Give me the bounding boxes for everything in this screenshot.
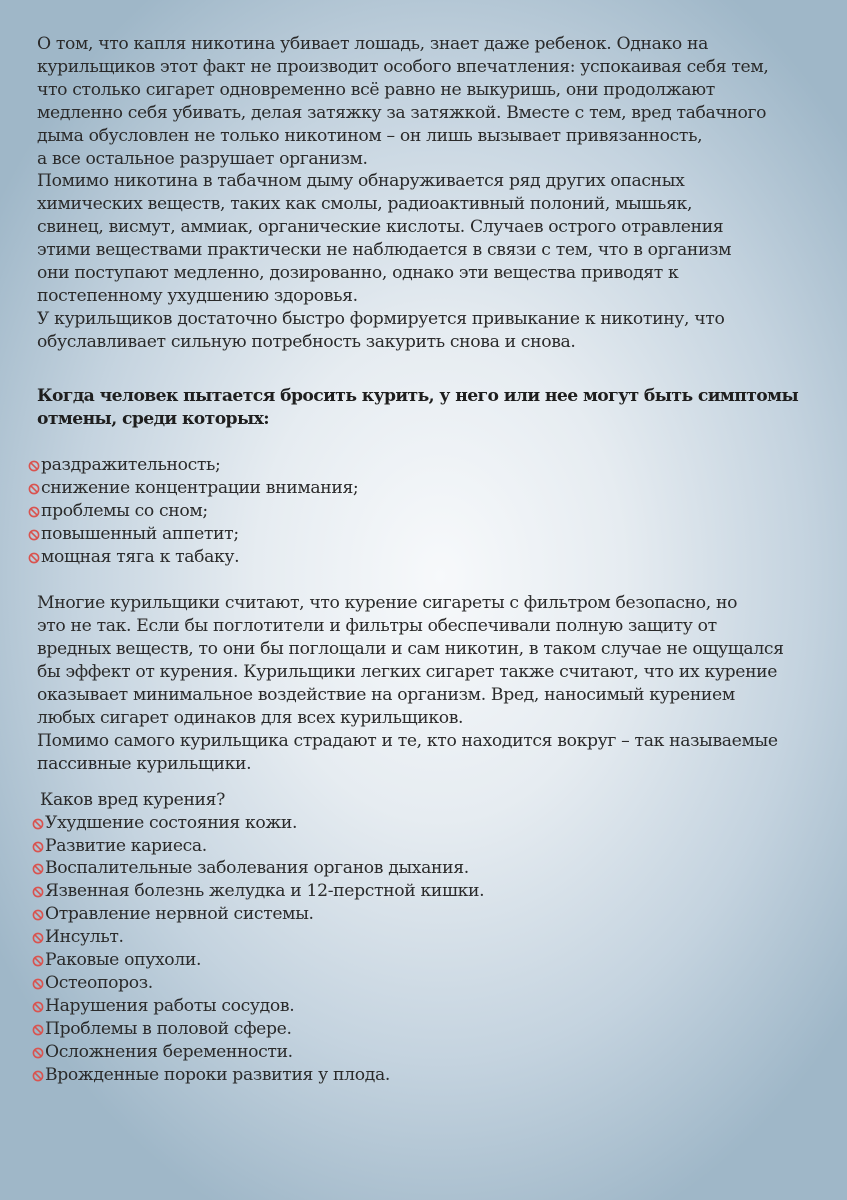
intro-line: постепенному ухудшению здоровья.	[37, 286, 358, 306]
list-item	[32, 857, 469, 880]
list-item-text: Осложнения беременности.	[45, 1042, 293, 1062]
list-item	[32, 1064, 390, 1087]
intro-line: курильщиков этот факт не производит особого впечатления: успокаивая себя тем,	[37, 57, 769, 77]
prohibited-icon	[32, 1001, 44, 1013]
intro-line: дыма обусловлен не только никотином – он лишь вызывает привязанность,	[37, 126, 703, 146]
list-item	[32, 926, 124, 949]
intro-line: этими веществами практически не наблюдается в связи с тем, что в организм	[37, 240, 732, 260]
list-item-text: Нарушения работы сосудов.	[45, 996, 295, 1016]
list-item-text: Раковые опухоли.	[45, 950, 202, 970]
list-item	[28, 477, 358, 500]
intro-line: что столько сигарет одновременно всё равно не выкуришь, они продолжают	[37, 80, 715, 100]
list-item-text: проблемы со сном;	[41, 501, 208, 521]
list-item-text: Остеопороз.	[45, 973, 153, 993]
withdrawal-heading: Когда человек пытается бросить курить, у него или нее могут быть симптомы	[37, 386, 799, 406]
list-item	[32, 1041, 293, 1064]
prohibited-icon	[32, 932, 44, 944]
harm-question: Каков вред курения?	[40, 790, 226, 810]
list-item	[32, 903, 314, 926]
list-item-text: Отравление нервной системы.	[45, 904, 314, 924]
intro-line: О том, что капля никотина убивает лошадь, знает даже ребенок. Однако на	[37, 34, 708, 54]
filters-line: бы эффект от курения. Курильщики легких сигарет также считают, что их курение	[37, 662, 778, 682]
filters-line: Помимо самого курильщика страдают и те, кто находится вокруг – так называемые	[37, 731, 778, 751]
list-item-text: Ухудшение состояния кожи.	[45, 813, 298, 833]
filters-line: пассивные курильщики.	[37, 754, 252, 774]
prohibited-icon	[32, 818, 44, 830]
list-item	[28, 500, 208, 523]
filters-line: любых сигарет одинаков для всех курильщиков.	[37, 708, 464, 728]
withdrawal-heading: отмены, среди которых:	[37, 409, 269, 429]
intro-line: они поступают медленно, дозированно, однако эти вещества приводят к	[37, 263, 679, 283]
intro-line: медленно себя убивать, делая затяжку за затяжкой. Вместе с тем, вред табачного	[37, 103, 767, 123]
prohibited-icon	[28, 483, 40, 495]
list-item-text: мощная тяга к табаку.	[41, 547, 240, 567]
list-item-text: Язвенная болезнь желудка и 12-перстной кишки.	[45, 881, 485, 901]
intro-line: обуславливает сильную потребность закурить снова и снова.	[37, 332, 576, 352]
prohibited-icon	[28, 529, 40, 541]
prohibited-icon	[32, 863, 44, 875]
list-item-text: повышенный аппетит;	[41, 524, 239, 544]
list-item-text: Воспалительные заболевания органов дыхания.	[45, 858, 469, 878]
filters-line: это не так. Если бы поглотители и фильтры обеспечивали полную защиту от	[37, 616, 717, 636]
prohibited-icon	[32, 1070, 44, 1082]
list-item	[32, 949, 201, 972]
list-item-text: Развитие кариеса.	[45, 836, 207, 856]
prohibited-icon	[32, 841, 44, 853]
prohibited-icon	[28, 552, 40, 564]
intro-line: свинец, висмут, аммиак, органические кислоты. Случаев острого отравления	[37, 217, 724, 237]
list-item	[32, 995, 294, 1018]
prohibited-icon	[32, 886, 44, 898]
prohibited-icon	[32, 1024, 44, 1036]
list-item	[32, 1018, 292, 1041]
prohibited-icon	[28, 460, 40, 472]
list-item-text: раздражительность;	[41, 455, 221, 475]
prohibited-icon	[32, 955, 44, 967]
list-item-text: Проблемы в половой сфере.	[45, 1019, 292, 1039]
list-item-text: Инсульт.	[45, 927, 124, 947]
prohibited-icon	[28, 506, 40, 518]
prohibited-icon	[32, 978, 44, 990]
intro-line: Помимо никотина в табачном дыму обнаруживается ряд других опасных	[37, 171, 685, 191]
list-item	[32, 835, 207, 858]
prohibited-icon	[32, 1047, 44, 1059]
filters-line: вредных веществ, то они бы поглощали и сам никотин, в таком случае не ощущался	[37, 639, 784, 659]
list-item-text: Врожденные пороки развития у плода.	[45, 1065, 390, 1085]
prohibited-icon	[32, 909, 44, 921]
list-item	[28, 546, 239, 569]
list-item	[32, 812, 297, 835]
intro-line: химических веществ, таких как смолы, радиоактивный полоний, мышьяк,	[37, 194, 693, 214]
filters-line: оказывает минимальное воздействие на организм. Вред, наносимый курением	[37, 685, 735, 705]
intro-line: а все остальное разрушает организм.	[37, 149, 368, 169]
intro-line: У курильщиков достаточно быстро формируется привыкание к никотину, что	[37, 309, 725, 329]
list-item	[28, 454, 220, 477]
list-item	[32, 972, 153, 995]
filters-line: Многие курильщики считают, что курение сигареты с фильтром безопасно, но	[37, 593, 738, 613]
list-item-text: снижение концентрации внимания;	[41, 478, 359, 498]
list-item	[32, 880, 484, 903]
list-item	[28, 523, 239, 546]
